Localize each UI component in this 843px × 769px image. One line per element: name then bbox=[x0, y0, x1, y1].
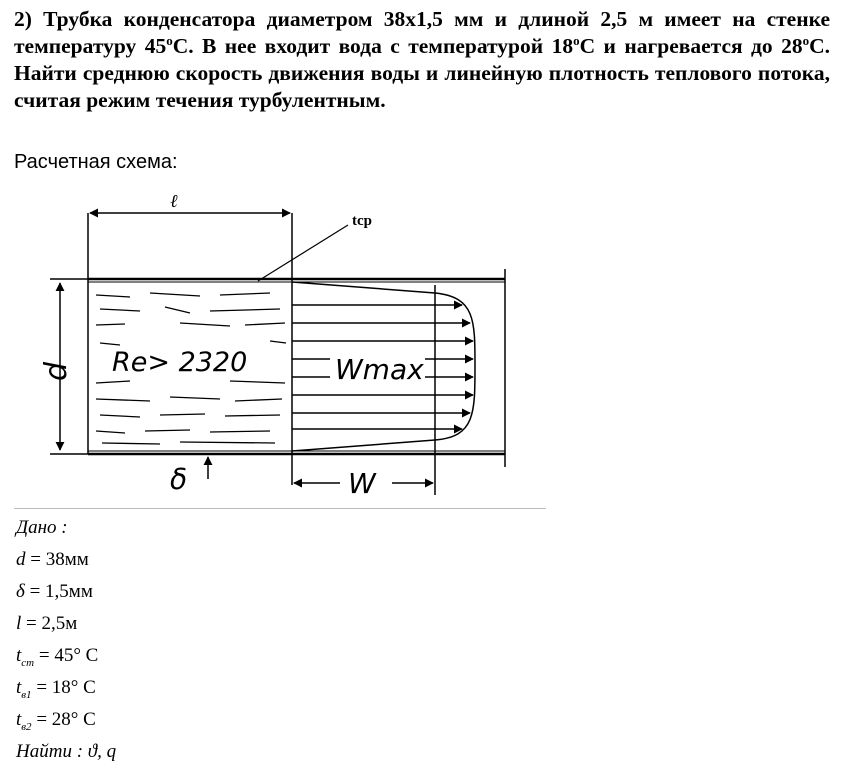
given-line-wall-temp: $t_{ст} = 45^\circ$ C bbox=[16, 645, 99, 669]
diameter-label: d bbox=[39, 361, 74, 381]
reynolds-label: Re> 2320 bbox=[112, 347, 248, 378]
degree-sign: o bbox=[166, 32, 173, 48]
problem-text-part-2: С. В нее входит вода с температурой 18 bbox=[172, 34, 574, 58]
mean-velocity-label: W bbox=[348, 467, 376, 500]
length-dimension bbox=[88, 213, 292, 279]
length-label: ℓ bbox=[170, 191, 178, 212]
given-heading: Дано : bbox=[16, 517, 68, 538]
problem-text-part-4: С. Найти среднюю скорость движения воды и линейную плотность теплового потока, считая режим течения турбулентным. bbox=[14, 34, 831, 112]
given-section bbox=[16, 512, 416, 768]
wmax-label: Wmax bbox=[335, 353, 424, 386]
problem-number: 2) bbox=[14, 7, 32, 31]
given-line-thickness: δ = 1,5мм bbox=[16, 581, 93, 602]
delta-label: δ bbox=[170, 463, 188, 496]
scheme-label: Расчетная схема: bbox=[14, 151, 178, 173]
wall-temp-leader bbox=[258, 225, 348, 281]
degree-sign: o bbox=[573, 32, 580, 48]
wall-temp-label: tср bbox=[352, 213, 372, 229]
problem-text-part-3: С и нагревается до 28 bbox=[579, 34, 803, 58]
given-line-length: l = 2,5м bbox=[16, 613, 78, 634]
find-line: Найти : ϑ, q bbox=[16, 741, 117, 762]
given-line-outlet-temp: $t_{в2} = 28^\circ$ C bbox=[16, 709, 96, 733]
given-line-inlet-temp: $t_{в1} = 18^\circ$ C bbox=[16, 677, 96, 701]
given-line-diameter: d = 38мм bbox=[16, 549, 89, 570]
calculation-scheme-diagram bbox=[30, 185, 550, 507]
degree-sign: o bbox=[802, 32, 810, 48]
section-divider bbox=[14, 508, 546, 509]
problem-statement bbox=[14, 6, 830, 114]
problem-text-part-1: Трубка конденсатора диаметром 38x1,5 мм и длиной 2,5 м имеет на стенке температуру 45 bbox=[14, 7, 830, 58]
